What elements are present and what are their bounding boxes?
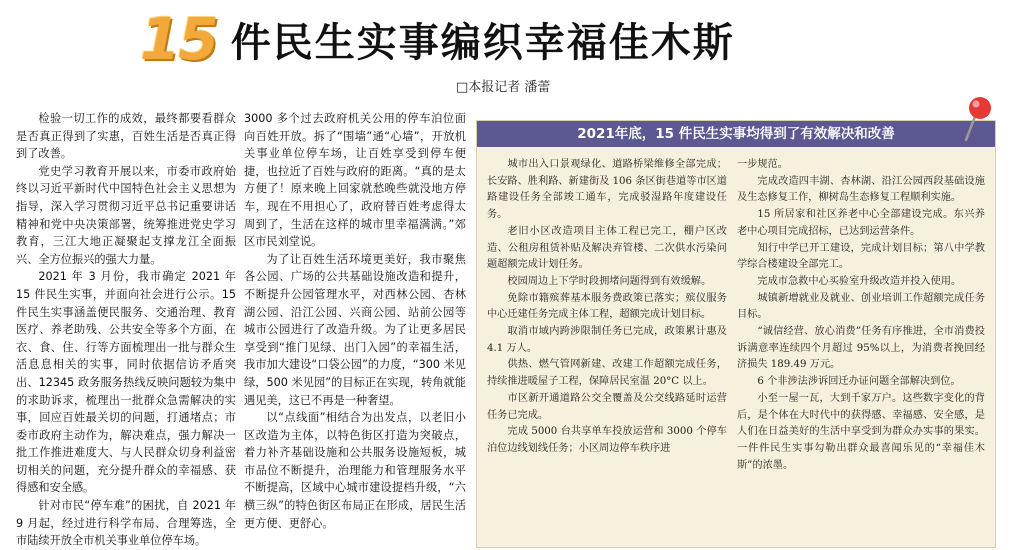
- paragraph: 2021 年 3 月份，我市确定 2021 年 15 件民生实事，并面向社会进行公示。15 件民生实事涵盖便民服务、交通治理、教育医疗、养老助残、公共安全等多个方面，在衣、食、住、行等方面梳理出一批与群众生活息息相关的实事，同时依据信访矛盾突出、12345 政务服务热线反映问题较为集中的求助诉求，梳理出一批群众急需解决的实事，回应百姓最关切的问题，打通堵点；市委市政府主动作为，解决难点，强力解决一批工作推进难度大、与人民群众切身利益密切相关的问题，充分提升群众的幸福感、获得感和安全感。: [16, 270, 236, 495]
- summary-item: 一步规范。: [737, 159, 788, 170]
- summary-item: 取消市域内跨涉限制任务已完成，政策累计惠及 4.1 万人。: [487, 326, 727, 354]
- summary-item: 完成改造四丰湖、杏林湖、沿江公园西段基础设施及生态修复工作，柳树岛生态修复工程顺利实施。: [737, 175, 985, 204]
- summary-box: [476, 120, 996, 548]
- summary-item: 城市出入口景观绿化、道路桥梁维修全部完成；长安路、胜利路、新建街及 106 条区街巷道等市区道路建设任务全部竣工通车，完成驳湿路年度建设任务。: [487, 159, 727, 221]
- byline: □本报记者 潘蕾: [456, 80, 551, 95]
- summary-item: 完成 5000 台共享单车投放运营和 3000 个停车泊位边线划线任务；小区周边停车秩序进: [487, 426, 727, 454]
- summary-item: 6 个非涉法涉诉回迁办证问题全部解决到位。: [757, 376, 961, 388]
- paragraph: 党史学习教育开展以来，市委市政府始终以习近平新时代中国特色社会主义思想为指导，深入学习贯彻习近平总书记重要讲话精神和党中央决策部署，统筹推进党史学习教育，三江大地正凝聚起支撑龙江全面振兴、全方位振兴的强大力量。: [16, 164, 236, 266]
- headline: [140, 4, 735, 74]
- summary-item: 校园周边上下学时段拥堵问题得到有效缓解。: [507, 275, 712, 287]
- summary-item: 老旧小区改造项目主体工程已完工，棚户区改造、公租房租赁补贴及解决弃管楼、二次供水污染问题超额完成计划任务。: [487, 225, 727, 271]
- paragraph: 为了让百姓生活环境更美好，我市聚焦各公园、广场的公共基础设施改造和提升，不断提升公园管理水平，对西林公园、杏林湖公园、沿江公园、兴商公园、站前公园等城市公园进行了改造升级。为了让更多居民享受到“推门见绿、出门入园”的幸福生活，我市加大建设“口袋公园”的力度，“300 米见绿，500 米见园”的目标正在实现，转角就能遇见美，这已不再是一种奢望。: [244, 252, 466, 407]
- summary-item: 供热、燃气管网新建、改建工作超额完成任务，持续推进暖屋子工程，保障居民室温 20°C 以上。: [487, 359, 727, 388]
- paragraph: 针对市民“停车难”的困扰，自 2021 年 9 月起，经过进行科学布局、合理筹选，全市陆续开放全市机关事业单位停车场。: [16, 499, 236, 548]
- summary-item: “诚信经营、放心消费”任务有序推进，全市消费投诉满意率连续四个月超过 95%以上，为消费者挽回经济损失 189.49 万元。: [737, 326, 985, 371]
- article-column-1: [16, 110, 236, 550]
- paragraph: 3000 多个过去政府机关公用的停车泊位面向百姓开放。拆了“围墙”通“心墙”，开放机关事业单位停车场，让百姓享受到停车便捷，也拉近了百姓与政府的距离。“真的是太方便了！原来晚上回家就愁晚些就没地方停车，现在不用担心了，政府替百姓考虑得太周到了，生活在这样的城市里幸福满满。”郊区市民刘堂说。: [244, 112, 466, 249]
- summary-item: 小至一屋一瓦，大到千家万户。这些数字变化的背后，是个体在大时代中的获得感、幸福感、安全感，是人们在日益美好的生活中享受到为群众办实事的果实。一件件民生实事勾勒出群众最喜闻乐见的“幸福佳木斯”的浓墨。: [737, 392, 985, 471]
- paragraph: 检验一切工作的成效，最终都要看群众是否真正得到了实惠，百姓生活是否真正得到了改善。: [16, 112, 236, 161]
- summary-item: 知行中学已开工建设，完成计划目标；第八中学教学综合楼建设全部完工。: [737, 242, 985, 271]
- summary-item: 城镇新增就业及就业、创业培训工作超额完成任务目标。: [737, 292, 985, 321]
- summary-box-heading: 2021年底，15 件民生实事均得到了有效解决和改善: [477, 121, 995, 147]
- summary-item: 免除市籍殡葬基本服务费政策已落实；殡仪服务中心迁建任务完成主体工程，超额完成计划目标。: [487, 292, 727, 321]
- headline-title: 件民生实事编织幸福佳木斯: [230, 19, 735, 66]
- summary-item: 15 所居家和社区养老中心全部建设完成。东兴养老中心项目完成招标，已达到运营条件。: [737, 209, 985, 237]
- summary-column-1: [487, 157, 727, 458]
- summary-item: 完成市急救中心买验室升级改造并投入使用。: [757, 275, 962, 287]
- summary-column-2: [737, 157, 985, 474]
- red-pushpin-icon: [962, 94, 1002, 144]
- summary-item: 市区新开通道路公交全覆盖及公交线路延时运营任务已完成。: [487, 392, 727, 421]
- paragraph: 以“点线面”相结合为出发点，以老旧小区改造为主体，以特色街区打造为突破点，着力补齐基础设施和公共服务设施短板，城市品位不断提升，治理能力和管理服务水平不断提高，区域中心城市建设提档升级，“六横三纵”的特色街区布局正在形成，居民生活更方便、更舒心。: [244, 411, 466, 530]
- headline-number: 15: [140, 5, 217, 73]
- article-column-2: [244, 110, 466, 532]
